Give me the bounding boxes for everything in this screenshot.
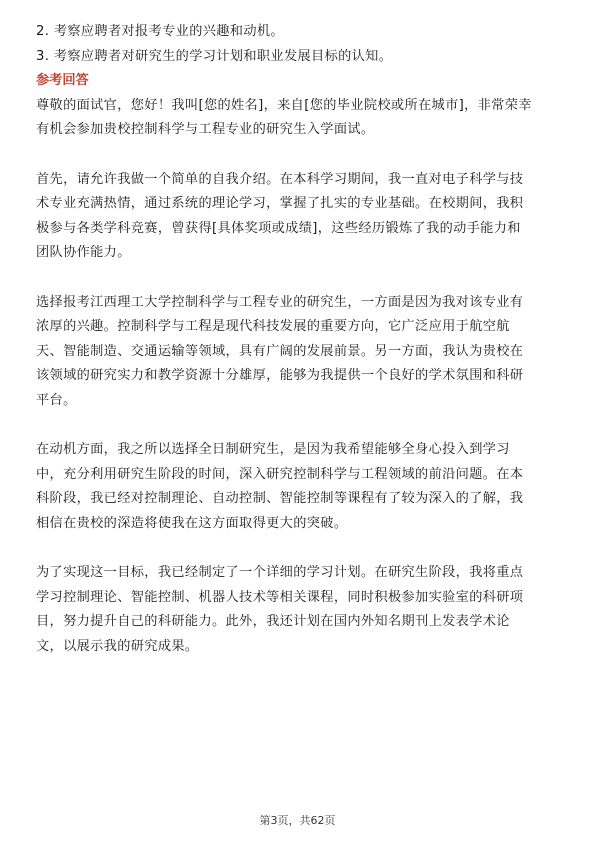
- paragraph-gap: [36, 536, 558, 561]
- paragraph-line: 首先，请允许我做一个简单的自我介绍。在本科学习期间，我一直对电子科学与技: [36, 171, 524, 187]
- paragraph-line: 文，以展示我的研究成果。: [36, 638, 199, 654]
- paragraph-reason: [36, 291, 558, 414]
- paragraph-gap: [36, 414, 558, 439]
- paragraph-line: 为了实现这一目标，我已经制定了一个详细的学习计划。在研究生阶段，我将重点: [36, 565, 524, 581]
- list-item: 3. 考察应聘者对研究生的学习计划和职业发展目标的认知。: [36, 48, 393, 64]
- paragraph-line: 浓厚的兴趣。控制科学与工程是现代科技发展的重要方向，它广泛应用于航空航: [36, 319, 510, 335]
- paragraph-line: 目，努力提升自己的科研能力。此外，我还计划在国内外知名期刊上发表学术论: [36, 614, 510, 630]
- paragraph-study-plan: [36, 561, 558, 659]
- page-number-footer: 第3页，共62页: [259, 814, 336, 827]
- paragraph-line: 选择报考江西理工大学控制科学与工程专业的研究生，一方面是因为我对该专业有: [36, 294, 524, 310]
- paragraph-line: 科阶段，我已经对控制理论、自动控制、智能控制等课程有了较为深入的了解，我: [36, 491, 524, 507]
- paragraph-line: 在动机方面，我之所以选择全日制研究生，是因为我希望能够全身心投入到学习: [36, 442, 510, 458]
- paragraph-gap: [36, 143, 558, 168]
- paragraph-line: 相信在贵校的深造将使我在这方面取得更大的突破。: [36, 515, 348, 531]
- page-content: [36, 20, 558, 659]
- paragraph-greeting: [36, 94, 558, 143]
- paragraph-line: 天、智能制造、交通运输等领域，具有广阔的发展前景。另一方面，我认为贵校在: [36, 343, 524, 359]
- paragraph-line: 极参与各类学科竞赛，曾获得[具体奖项或成绩]，这些经历锻炼了我的动手能力和: [36, 220, 521, 236]
- paragraph-motivation: [36, 438, 558, 536]
- paragraph-introduction: [36, 168, 558, 266]
- paragraph-line: 平台。: [36, 392, 77, 408]
- section-heading: 参考回答: [36, 73, 89, 89]
- paragraph-gap: [36, 266, 558, 291]
- list-item: 2. 考察应聘者对报考专业的兴趣和动机。: [36, 24, 284, 39]
- paragraph-line: 中，充分利用研究生阶段的时间，深入研究控制科学与工程领域的前沿问题。在本: [36, 466, 524, 482]
- paragraph-line: 团队协作能力。: [36, 245, 131, 261]
- paragraph-line: 术专业充满热情，通过系统的理论学习，掌握了扎实的专业基础。在校期间，我积: [36, 196, 524, 212]
- paragraph-line: 学习控制理论、智能控制、机器人技术等相关课程，同时积极参加实验室的科研项: [36, 589, 524, 605]
- paragraph-line: 有机会参加贵校控制科学与工程专业的研究生入学面试。: [36, 122, 375, 138]
- paragraph-line: 该领域的研究实力和教学资源十分雄厚，能够为我提供一个良好的学术氛围和科研: [36, 368, 524, 384]
- paragraph-line: 尊敬的面试官，您好！我叫[您的姓名]，来自[您的毕业院校或所在城市]，非常荣幸: [36, 97, 532, 113]
